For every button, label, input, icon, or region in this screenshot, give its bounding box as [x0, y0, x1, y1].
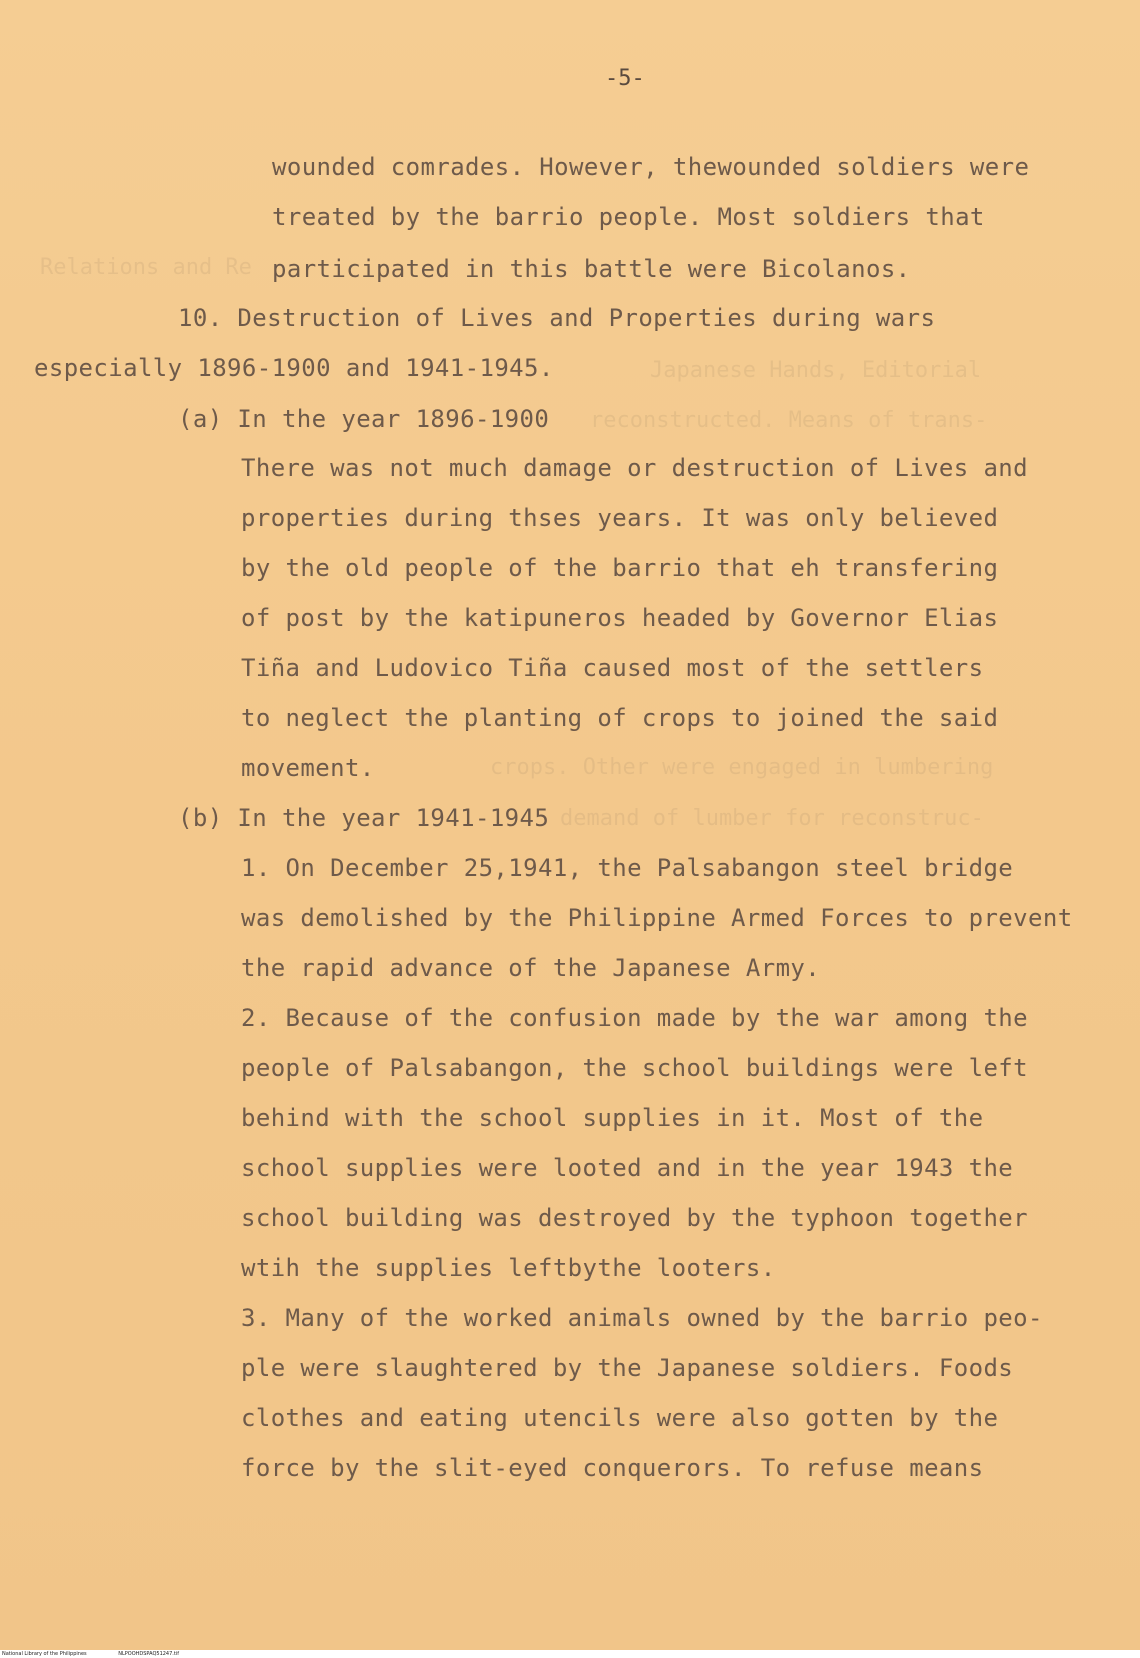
text-line: treated by the barrio people. Most soldiers that — [272, 203, 985, 231]
bleed-through-text: reconstructed. Means of trans- — [590, 408, 988, 433]
text-line: school building was destroyed by the typhoon together — [241, 1204, 1029, 1232]
subsection-heading: (b) In the year 1941-1945 — [178, 804, 550, 832]
text-line: clothes and eating utencils were also gotten by the — [241, 1404, 999, 1432]
bleed-through-text: Japanese Hands, Editorial — [650, 358, 982, 383]
page-number: -5- — [605, 66, 645, 91]
text-line: was demolished by the Philippine Armed Forces to prevent — [241, 904, 1073, 932]
text-line: properties during thses years. It was only believed — [241, 504, 999, 532]
section-heading: especially 1896-1900 and 1941-1945. — [34, 354, 554, 382]
bleed-through-text: crops. Other were engaged in lumbering — [490, 755, 994, 780]
text-line: 1. On December 25,1941, the Palsabangon steel bridge — [241, 854, 1014, 882]
text-line: behind with the school supplies in it. Most of the — [241, 1104, 984, 1132]
footer-source: National Library of the Philippines — [2, 1651, 87, 1657]
text-line: Tiña and Ludovico Tiña caused most of the settlers — [241, 654, 984, 682]
bleed-through-text: demand of lumber for reconstruc- — [560, 806, 984, 831]
text-line: wtih the supplies leftbythe looters. — [241, 1254, 776, 1282]
text-line: people of Palsabangon, the school buildings were left — [241, 1054, 1029, 1082]
text-line: by the old people of the barrio that eh transfering — [241, 554, 999, 582]
text-line: school supplies were looted and in the year 1943 the — [241, 1154, 1014, 1182]
archive-footer — [0, 1650, 1140, 1658]
text-line: participated in this battle were Bicolanos. — [272, 255, 911, 283]
text-line: force by the slit-eyed conquerors. To refuse means — [241, 1454, 984, 1482]
section-heading: 10. Destruction of Lives and Properties during wars — [178, 304, 936, 332]
text-line: to neglect the planting of crops to joined the said — [241, 704, 999, 732]
text-line: 3. Many of the worked animals owned by the barrio peo- — [241, 1304, 1043, 1332]
text-line: 2. Because of the confusion made by the war among the — [241, 1004, 1029, 1032]
subsection-heading: (a) In the year 1896-1900 — [178, 405, 550, 433]
text-line: wounded comrades. However, thewounded soldiers were — [272, 153, 1030, 181]
text-line: ple were slaughtered by the Japanese soldiers. Foods — [241, 1354, 1014, 1382]
text-line: movement. — [241, 754, 375, 782]
footer-file-id: NLPOOHDSPAQ51247.tif — [118, 1651, 179, 1657]
text-line: There was not much damage or destruction of Lives and — [241, 454, 1029, 482]
bleed-through-text: Relations and Re — [40, 255, 252, 280]
text-line: the rapid advance of the Japanese Army. — [241, 954, 821, 982]
text-line: of post by the katipuneros headed by Governor Elias — [241, 604, 999, 632]
